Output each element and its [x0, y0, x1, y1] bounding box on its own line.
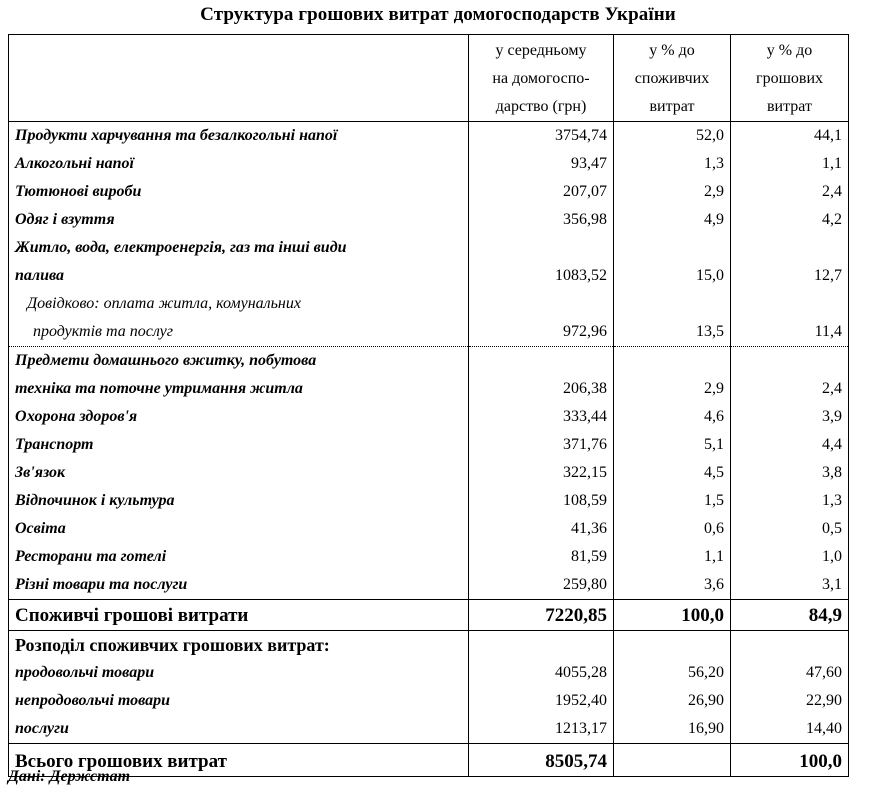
grand-total-pct-consumer [614, 744, 731, 777]
row-pct-cash: 3,8 [731, 459, 849, 487]
row-label: Освіта [9, 515, 469, 543]
row-pct-consumer: 3,6 [614, 571, 731, 600]
distribution-row [9, 715, 849, 744]
table-row [9, 375, 849, 403]
total-pct-consumer: 100,0 [614, 600, 731, 631]
row-label-line-1: Предмети домашнього вжитку, побутова [9, 347, 469, 376]
row-pct-cash: 1,1 [731, 150, 849, 178]
total-label: Споживчі грошові витрати [9, 600, 469, 631]
table-title: Структура грошових витрат домогосподарств України [200, 4, 676, 25]
row-label-line-2: техніка та поточне утримання житла [9, 375, 469, 403]
distribution-row [9, 687, 849, 715]
data-source: Дані: Держстат [8, 768, 131, 785]
row-label: Одяг і взуття [9, 206, 469, 234]
distribution-heading: Розподіл споживчих грошових витрат: [9, 631, 469, 660]
row-pct-consumer: 4,5 [614, 459, 731, 487]
header-pct-consumer-line-3: витрат [649, 98, 695, 115]
row-pct-consumer: 1,5 [614, 487, 731, 515]
header-pct-consumer-line-2: споживчих [634, 70, 710, 87]
reference-label-line-1: Довідково: оплата житла, комунальних [9, 290, 469, 318]
row-value-uah: 207,07 [469, 178, 614, 206]
table-row [9, 234, 849, 262]
row-value-uah: 972,96 [469, 318, 614, 347]
grand-total-pct-cash: 100,0 [731, 744, 849, 777]
distribution-value-uah: 1952,40 [469, 687, 614, 715]
row-pct-consumer: 4,9 [614, 206, 731, 234]
distribution-pct-cash: 14,40 [731, 715, 849, 744]
distribution-pct-consumer: 26,90 [614, 687, 731, 715]
row-label: Різні товари та послуги [9, 571, 469, 600]
row-value-uah: 371,76 [469, 431, 614, 459]
row-pct-consumer: 15,0 [614, 262, 731, 290]
row-pct-cash: 4,4 [731, 431, 849, 459]
row-value-uah: 333,44 [469, 403, 614, 431]
total-pct-cash: 84,9 [731, 600, 849, 631]
distribution-pct-consumer: 16,90 [614, 715, 731, 744]
distribution-label: непродовольчі товари [9, 687, 469, 715]
empty-cell [614, 290, 731, 318]
header-avg-line-3: дарство (грн) [495, 98, 587, 115]
row-label: Транспорт [9, 431, 469, 459]
distribution-row [9, 659, 849, 687]
total-value-uah: 7220,85 [469, 600, 614, 631]
row-label: Охорона здоров'я [9, 403, 469, 431]
distribution-label: продовольчі товари [9, 659, 469, 687]
empty-cell [469, 290, 614, 318]
header-avg-household [469, 35, 614, 122]
table-row [9, 178, 849, 206]
header-pct-consumer [614, 35, 731, 122]
row-pct-consumer: 2,9 [614, 178, 731, 206]
table-row [9, 403, 849, 431]
row-pct-cash: 3,1 [731, 571, 849, 600]
row-label: Зв'язок [9, 459, 469, 487]
expenses-table [8, 34, 849, 777]
row-label-line-2: палива [9, 262, 469, 290]
empty-cell [469, 631, 614, 660]
distribution-pct-cash: 47,60 [731, 659, 849, 687]
row-value-uah: 3754,74 [469, 122, 614, 151]
row-value-uah: 1083,52 [469, 262, 614, 290]
row-pct-cash: 2,4 [731, 178, 849, 206]
grand-total-row [9, 744, 849, 777]
row-label: Продукти харчування та безалкогольні напої [9, 122, 469, 151]
row-pct-consumer: 5,1 [614, 431, 731, 459]
empty-cell [731, 631, 849, 660]
row-pct-consumer: 1,3 [614, 150, 731, 178]
distribution-pct-consumer: 56,20 [614, 659, 731, 687]
row-pct-consumer: 52,0 [614, 122, 731, 151]
row-pct-consumer: 1,1 [614, 543, 731, 571]
table-row [9, 543, 849, 571]
table-row [9, 431, 849, 459]
header-pct-cash [731, 35, 849, 122]
row-pct-cash: 0,5 [731, 515, 849, 543]
row-label-line-1: Житло, вода, електроенергія, газ та інші види [9, 234, 469, 262]
row-pct-cash: 2,4 [731, 375, 849, 403]
header-avg-line-2: на домогоспо- [492, 70, 590, 87]
table-row [9, 122, 849, 151]
row-pct-cash: 44,1 [731, 122, 849, 151]
table-row [9, 347, 849, 376]
table-row [9, 487, 849, 515]
table-row [9, 571, 849, 600]
total-row [9, 600, 849, 631]
distribution-label: послуги [9, 715, 469, 744]
header-avg-line-1: у середньому [495, 42, 587, 59]
row-value-uah: 322,15 [469, 459, 614, 487]
table-row [9, 262, 849, 290]
row-value-uah: 81,59 [469, 543, 614, 571]
header-blank-cell [9, 35, 469, 122]
row-label: Відпочинок і культура [9, 487, 469, 515]
header-pct-consumer-line-1: у % до [649, 42, 695, 59]
grand-total-value-uah: 8505,74 [469, 744, 614, 777]
table-row [9, 318, 849, 347]
distribution-heading-row [9, 631, 849, 660]
row-value-uah: 108,59 [469, 487, 614, 515]
row-value-uah: 356,98 [469, 206, 614, 234]
header-pct-cash-line-3: витрат [767, 98, 812, 115]
row-label: Алкогольні напої [9, 150, 469, 178]
table-row [9, 459, 849, 487]
row-pct-consumer: 0,6 [614, 515, 731, 543]
row-label: Ресторани та готелі [9, 543, 469, 571]
header-pct-cash-line-2: грошових [756, 70, 823, 87]
empty-cell [469, 234, 614, 262]
header-pct-cash-line-1: у % до [766, 42, 813, 59]
distribution-value-uah: 1213,17 [469, 715, 614, 744]
distribution-value-uah: 4055,28 [469, 659, 614, 687]
table-row [9, 206, 849, 234]
empty-cell [469, 347, 614, 376]
header-row [9, 35, 849, 122]
row-value-uah: 206,38 [469, 375, 614, 403]
empty-cell [731, 347, 849, 376]
row-pct-cash: 1,3 [731, 487, 849, 515]
distribution-pct-cash: 22,90 [731, 687, 849, 715]
row-label: Тютюнові вироби [9, 178, 469, 206]
row-pct-consumer: 13,5 [614, 318, 731, 347]
empty-cell [731, 290, 849, 318]
table-row [9, 150, 849, 178]
empty-cell [731, 234, 849, 262]
reference-label-line-2: продуктів та послуг [9, 318, 469, 347]
row-pct-cash: 12,7 [731, 262, 849, 290]
row-value-uah: 93,47 [469, 150, 614, 178]
row-value-uah: 259,80 [469, 571, 614, 600]
empty-cell [614, 347, 731, 376]
row-pct-cash: 1,0 [731, 543, 849, 571]
row-pct-cash: 3,9 [731, 403, 849, 431]
row-pct-cash: 4,2 [731, 206, 849, 234]
row-pct-cash: 11,4 [731, 318, 849, 347]
table-row [9, 290, 849, 318]
grand-total-label: Всього грошових витрат [9, 744, 469, 777]
table-row [9, 515, 849, 543]
empty-cell [614, 234, 731, 262]
row-value-uah: 41,36 [469, 515, 614, 543]
row-pct-consumer: 4,6 [614, 403, 731, 431]
row-pct-consumer: 2,9 [614, 375, 731, 403]
empty-cell [614, 631, 731, 660]
